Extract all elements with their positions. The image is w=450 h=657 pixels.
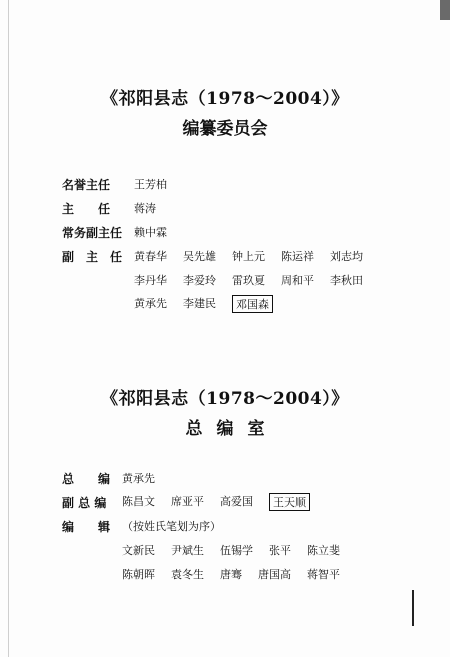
scan-pen-mark	[412, 590, 414, 626]
role-row	[62, 562, 422, 586]
editorial-office-subtitle: 总编室	[185, 419, 279, 439]
person-name: 袁冬生	[171, 568, 204, 581]
role-row	[62, 196, 422, 220]
person-name: 李爱玲	[183, 274, 216, 287]
person-name: 高爱国	[220, 495, 253, 508]
editorial-office-roles-list	[62, 466, 422, 586]
person-name: 李丹华	[134, 274, 167, 287]
person-name: 周和平	[281, 274, 314, 287]
role-row	[62, 292, 422, 316]
person-name: 尹斌生	[171, 544, 204, 557]
person-name-boxed: 邓国森	[232, 295, 273, 313]
person-names	[134, 295, 289, 313]
person-names	[122, 470, 171, 486]
role-label: 副 主 任	[62, 249, 123, 264]
person-names	[122, 566, 356, 582]
person-name: 唐骞	[220, 568, 242, 581]
person-names	[122, 542, 356, 558]
committee-title: 《祁阳县志（1978～2004）》	[101, 89, 349, 109]
person-name: 蒋涛	[134, 202, 156, 215]
scan-corner-mark	[440, 0, 450, 20]
editorial-office-title: 《祁阳县志（1978～2004）》	[101, 389, 349, 409]
person-name: 文新民	[122, 544, 155, 557]
person-name-boxed: 王天顺	[269, 493, 310, 511]
person-names	[134, 272, 379, 288]
person-names	[134, 248, 379, 264]
role-row	[62, 466, 422, 490]
role-row	[62, 490, 422, 514]
person-name: 刘志均	[330, 250, 363, 263]
role-label: 常务副主任	[62, 225, 123, 240]
committee-section	[0, 88, 450, 311]
role-label: 编 辑	[62, 519, 111, 534]
person-name: 黄承先	[122, 472, 155, 485]
person-names	[122, 493, 326, 511]
person-name: 雷玖夏	[232, 274, 265, 287]
person-name: 唐国高	[258, 568, 291, 581]
person-name: 陈昌文	[122, 495, 155, 508]
person-names	[134, 200, 172, 216]
person-name: 张平	[269, 544, 291, 557]
person-names	[134, 176, 183, 192]
person-name: 李建民	[183, 297, 216, 310]
ordering-note: （按姓氏笔划为序）	[122, 520, 221, 533]
person-name: 赖中霖	[134, 226, 167, 239]
editorial-office-section	[0, 388, 450, 581]
person-name: 王芳柏	[134, 178, 167, 191]
role-row	[62, 514, 422, 538]
committee-roles-list	[62, 172, 422, 316]
role-row	[62, 538, 422, 562]
role-row	[62, 268, 422, 292]
person-name: 陈立斐	[307, 544, 340, 557]
person-name: 陈朝晖	[122, 568, 155, 581]
role-label: 总 编	[62, 471, 111, 486]
person-name: 陈运祥	[281, 250, 314, 263]
person-names	[134, 224, 183, 240]
role-label: 名誉主任	[62, 177, 111, 192]
role-label: 主 任	[62, 201, 111, 216]
person-name: 黄承先	[134, 297, 167, 310]
person-name: 蒋智平	[307, 568, 340, 581]
person-name: 吴先雄	[183, 250, 216, 263]
committee-subtitle: 编纂委员会	[182, 119, 268, 139]
role-label: 副 总 编	[62, 495, 107, 510]
role-row	[62, 172, 422, 196]
person-name: 黄春华	[134, 250, 167, 263]
person-name: 伍锡学	[220, 544, 253, 557]
role-row	[62, 220, 422, 244]
person-name: 钟上元	[232, 250, 265, 263]
role-row	[62, 244, 422, 268]
person-name: 席亚平	[171, 495, 204, 508]
person-name: 李秋田	[330, 274, 363, 287]
